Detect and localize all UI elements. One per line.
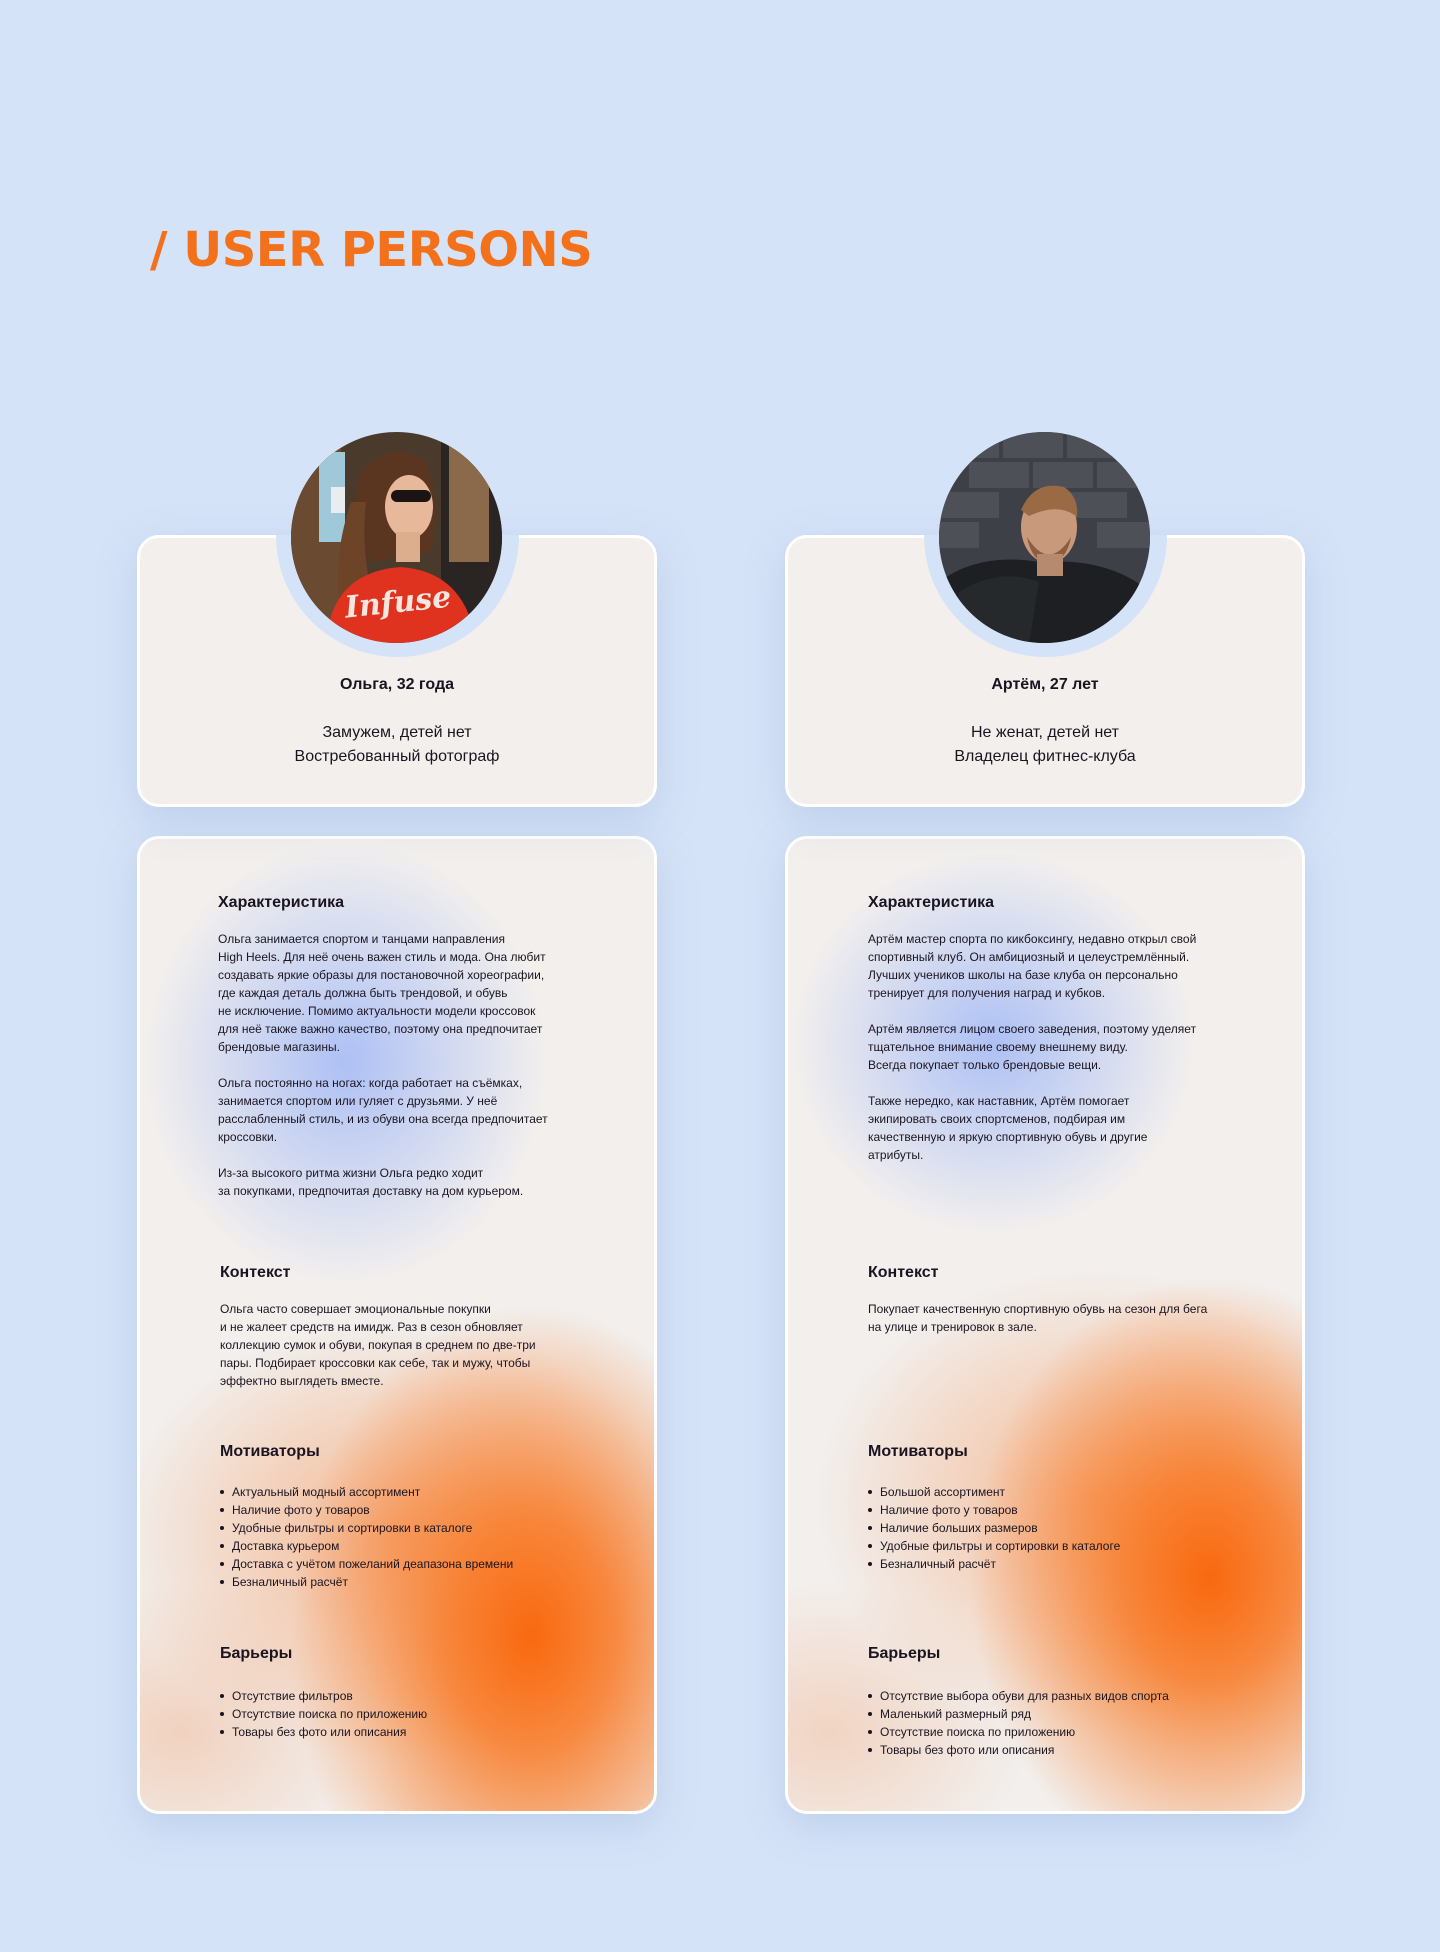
section-title: Мотиваторы (220, 1443, 320, 1460)
section-title: Барьеры (220, 1645, 293, 1662)
list-item: Товары без фото или описания (868, 1741, 1268, 1759)
shirt-text: Infuse (343, 579, 453, 626)
context-text: Ольга часто совершает эмоциональные покупки и не жалеет средств на имидж. Раз в сезон обновляет коллекцию сумок и обуви, покупая в среднем по две-три пары. Подбирает кроссовки как себе, так и мужу, чтобы эффектно выглядеть вместе. (220, 1302, 536, 1388)
page-title: / USER PERSONS (150, 222, 593, 278)
section-title: Характеристика (868, 894, 995, 911)
list-item: Маленький размерный ряд (868, 1705, 1268, 1723)
list-item: Отсутствие выбора обуви для разных видов спорта (868, 1687, 1268, 1705)
characteristics-paragraph: Также нередко, как наставник, Артём помогает экипировать своих спортсменов, подбирая им качественную и яркую спортивную обувь и другие атрибуты. (868, 1094, 1148, 1162)
characteristics-paragraph: Ольга постоянно на ногах: когда работает на съёмках, занимается спортом или гуляет с друзьями. У неё расслабленный стиль, и из обуви она всегда предпочитает кроссовки. (218, 1076, 548, 1144)
barriers-section (868, 1645, 1268, 1759)
persona-occupation: Востребованный фотограф (294, 748, 500, 765)
list-item: Актуальный модный ассортимент (220, 1483, 620, 1501)
section-title: Барьеры (868, 1645, 941, 1662)
context-section (220, 1264, 620, 1408)
barriers-section (220, 1645, 620, 1741)
context-text: Покупает качественную спортивную обувь на сезон для бега на улице и тренировок в зале. (868, 1302, 1208, 1334)
list-item: Наличие фото у товаров (868, 1501, 1268, 1519)
list-item: Доставка курьером (220, 1537, 620, 1555)
avatar (276, 430, 518, 655)
list-item: Отсутствие поиска по приложению (220, 1705, 620, 1723)
list-item: Наличие фото у товаров (220, 1501, 620, 1519)
characteristics-paragraph: Из-за высокого ритма жизни Ольга редко ходит за покупками, предпочитая доставку на дом курьером. (218, 1166, 524, 1198)
characteristics-paragraph: Артём является лицом своего заведения, поэтому уделяет тщательное внимание своему внешнему виду. Всегда покупает только брендовые вещи. (868, 1022, 1197, 1072)
list-item: Безналичный расчёт (220, 1573, 620, 1591)
motivators-list (220, 1483, 620, 1591)
characteristics-paragraph: Артём мастер спорта по кикбоксингу, недавно открыл свой спортивный клуб. Он амбициозный и целеустремлённый. Лучших учеников школы на базе клуба он персонально тренирует для получения наград и кубков. (868, 932, 1197, 1000)
avatar (924, 430, 1166, 655)
list-item: Отсутствие фильтров (220, 1687, 620, 1705)
barriers-list (868, 1687, 1268, 1759)
motivators-section (868, 1443, 1268, 1573)
persona-family-status: Замужем, детей нет (322, 724, 472, 741)
list-item: Большой ассортимент (868, 1483, 1268, 1501)
section-title: Мотиваторы (868, 1443, 968, 1460)
man-portrait-photo-icon (939, 432, 1150, 643)
list-item: Доставка с учётом пожеланий деапазона времени (220, 1555, 620, 1573)
woman-portrait-photo-icon (291, 432, 502, 643)
characteristics-paragraph: Ольга занимается спортом и танцами направления High Heels. Для неё очень важен стиль и мода. Она любит создавать яркие образы для постановочной хореографии, где каждая деталь должна быть трендовой, и обувь не исключение. Помимо актуальности модели кроссовок для неё также важно качество, поэтому она предпочитает брендовые магазины. (218, 932, 546, 1054)
list-item: Наличие больших размеров (868, 1519, 1268, 1537)
persona-details-card (785, 836, 1305, 1814)
section-title: Контекст (220, 1264, 291, 1281)
list-item: Безналичный расчёт (868, 1555, 1268, 1573)
motivators-list (868, 1483, 1268, 1573)
list-item: Отсутствие поиска по приложению (868, 1723, 1268, 1741)
persona-details-card (137, 836, 657, 1814)
barriers-list (220, 1687, 620, 1741)
list-item: Удобные фильтры и сортировки в каталоге (220, 1519, 620, 1537)
characteristics-section (218, 894, 618, 1218)
section-title: Контекст (868, 1264, 939, 1281)
list-item: Удобные фильтры и сортировки в каталоге (868, 1537, 1268, 1555)
context-section (868, 1264, 1268, 1354)
characteristics-section (868, 894, 1268, 1182)
list-item: Товары без фото или описания (220, 1723, 620, 1741)
section-title: Характеристика (218, 894, 345, 911)
persona-family-status: Не женат, детей нет (971, 724, 1119, 741)
persona-occupation: Владелец фитнес-клуба (954, 748, 1136, 765)
motivators-section (220, 1443, 620, 1591)
persona-name-age: Артём, 27 лет (991, 676, 1099, 693)
persona-name-age: Ольга, 32 года (340, 676, 454, 693)
